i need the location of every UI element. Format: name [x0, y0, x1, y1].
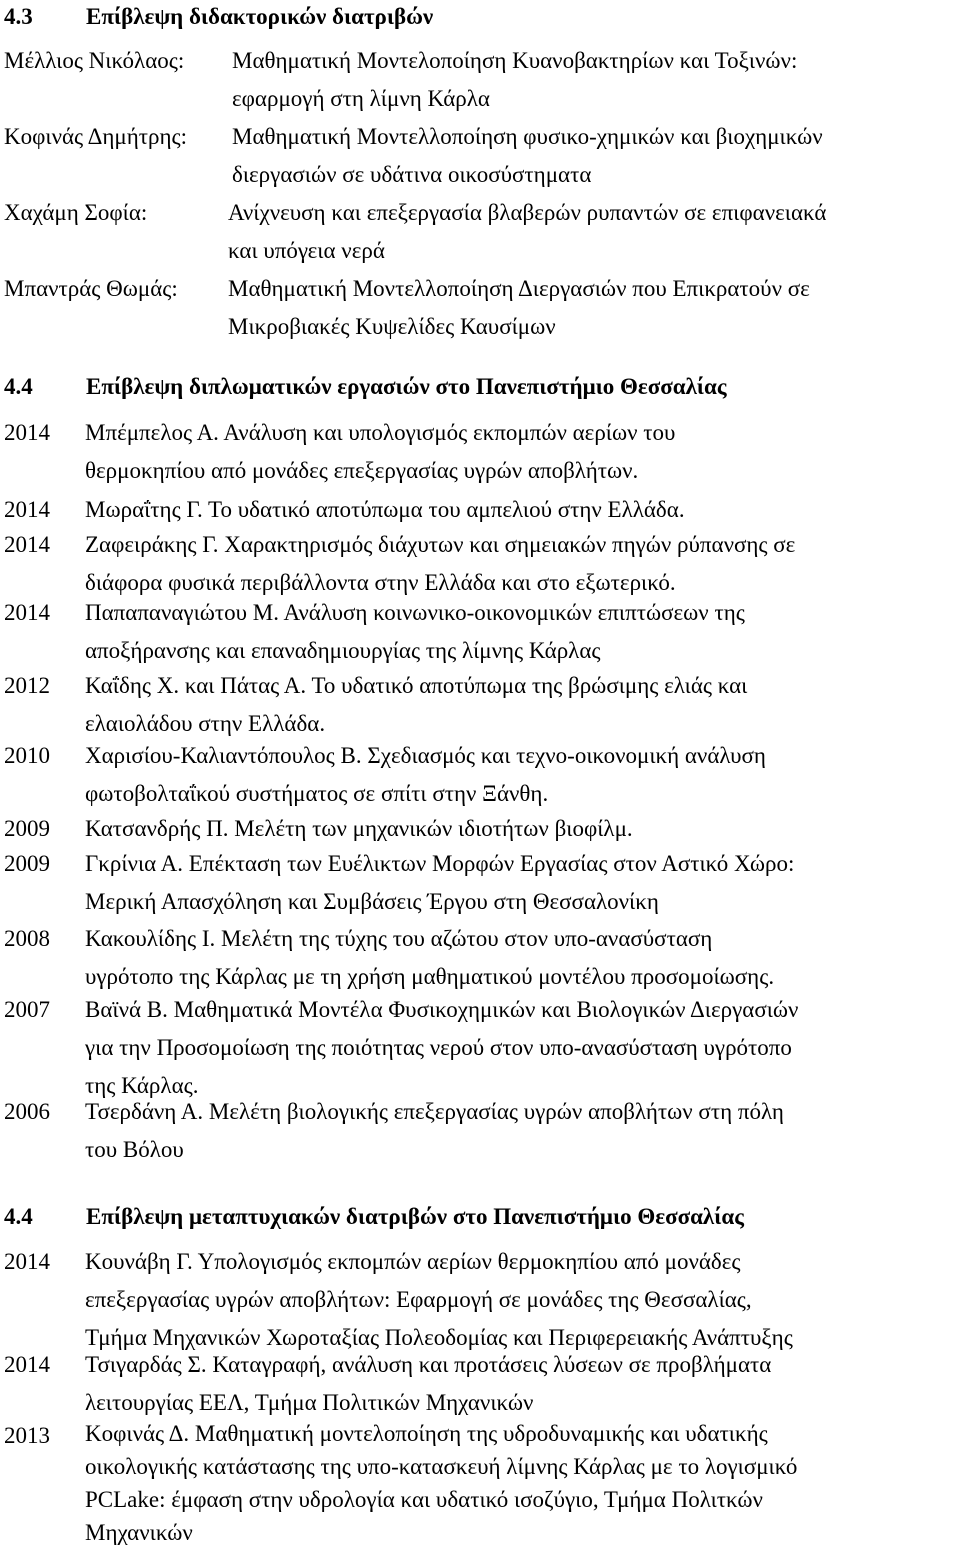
entry-text-line: PCLake: έμφαση στην υδρολογία και υδατικό ισοζύγιο, Τμήμα Πολιτκών — [85, 1487, 763, 1512]
entry-text-line: θερμοκηπίου από μονάδες επεξεργασίας υγρών αποβλήτων. — [85, 458, 639, 483]
thesis-title-line: Μαθηματική Μοντελλοποίηση φυσικο-χημικών και βιοχημικών — [232, 124, 823, 149]
section-number: 4.3 — [4, 4, 33, 29]
entry-text-line: του Βόλου — [85, 1137, 184, 1162]
thesis-title-line: εφαρμογή στη λίμνη Κάρλα — [232, 86, 490, 111]
phd-item — [4, 194, 960, 270]
section-heading-masters — [4, 1198, 744, 1236]
student-name: Κοφινάς Δημήτρης: — [4, 124, 188, 149]
entry-text-line: Ζαφειράκης Γ. Χαρακτηρισμός διάχυτων και σημειακών πηγών ρύπανσης σε — [85, 532, 796, 557]
entry-text-line: υγρότοπο της Κάρλας με τη χρήση μαθηματικού μοντέλου προσομοίωσης. — [85, 964, 775, 989]
entry-year: 2014 — [4, 1249, 50, 1274]
phd-item — [4, 42, 960, 118]
section-title: Επίβλεψη διδακτορικών διατριβών — [86, 4, 434, 29]
section-title: Επίβλεψη μεταπτυχιακών διατριβών στο Πανεπιστήμιο Θεσσαλίας — [86, 1204, 744, 1229]
entry-text-line: Μηχανικών — [85, 1520, 193, 1545]
entry-year: 2008 — [4, 926, 50, 951]
entry-year: 2009 — [4, 851, 50, 876]
entry-text-line: της Κάρλας. — [85, 1073, 199, 1098]
thesis-title-line: και υπόγεια νερά — [228, 238, 385, 263]
entry-year: 2006 — [4, 1099, 50, 1124]
entry-year: 2014 — [4, 497, 50, 522]
section-heading-phd — [4, 0, 433, 36]
entry-year: 2007 — [4, 997, 50, 1022]
entry-year: 2010 — [4, 743, 50, 768]
entry-text-line: Κοφινάς Δ. Μαθηματική μοντελοποίηση της υδροδυναμικής και υδατικής — [85, 1421, 768, 1446]
section-title: Επίβλεψη διπλωματικών εργασιών στο Πανεπιστήμιο Θεσσαλίας — [86, 374, 727, 399]
entry-text-line: επεξεργασίας υγρών αποβλήτων: Εφαρμογή σε μονάδες της Θεσσαλίας, — [85, 1287, 752, 1312]
entry-year: 2014 — [4, 1352, 50, 1377]
entry-text-line: Καΐδης Χ. και Πάτας Α. Το υδατικό αποτύπωμα της βρώσιμης ελιάς και — [85, 673, 748, 698]
section-number: 4.4 — [4, 1204, 33, 1229]
entry-text-line: για την Προσομοίωση της ποιότητας νερού στον υπο-ανασύσταση υγρότοπο — [85, 1035, 792, 1060]
entry-text-line: Βαϊνά Β. Μαθηματικά Μοντέλα Φυσικοχημικών και Βιολογικών Διεργασιών — [85, 997, 799, 1022]
section-number: 4.4 — [4, 374, 33, 399]
entry-text-line: αποξήρανσης και επαναδημιουργίας της λίμνης Κάρλας — [85, 638, 601, 663]
entry-text-line: Χαρισίου-Καλιαντόπουλος Β. Σχεδιασμός και τεχνο-οικονομική ανάλυση — [85, 743, 766, 768]
entry-text-line: Μερική Απασχόληση και Συμβάσεις Έργου στη Θεσσαλονίκη — [85, 889, 659, 914]
thesis-title-line: Ανίχνευση και επεξεργασία βλαβερών ρυπαντών σε επιφανειακά — [228, 200, 827, 225]
entry-text-line: Κακουλίδης Ι. Μελέτη της τύχης του αζώτου στον υπο-ανασύσταση — [85, 926, 713, 951]
entry-year: 2014 — [4, 420, 50, 445]
entry-text-line: Γκρίνια Α. Επέκταση των Ευέλικτων Μορφών Εργασίας στον Αστικό Χώρο: — [85, 851, 795, 876]
entry-text-line: Μπέμπελος Α. Ανάλυση και υπολογισμός εκπομπών αερίων του — [85, 420, 676, 445]
entry-text-line: Τσερδάνη Α. Μελέτη βιολογικής επεξεργασίας υγρών αποβλήτων στη πόλη — [85, 1099, 784, 1124]
entry-text-line: οικολογικής κατάστασης της υπο-κατασκευή λίμνης Κάρλας με το λογισμικό — [85, 1454, 798, 1479]
entry-year: 2014 — [4, 532, 50, 557]
entry-year: 2012 — [4, 673, 50, 698]
section-heading-diploma — [4, 368, 727, 406]
entry-year: 2014 — [4, 600, 50, 625]
entry-text-line: διάφορα φυσικά περιβάλλοντα στην Ελλάδα και στο εξωτερικό. — [85, 570, 676, 595]
phd-item — [4, 270, 960, 346]
entry-text-line: λειτουργίας ΕΕΛ, Τμήμα Πολιτικών Μηχανικών — [85, 1390, 534, 1415]
student-name: Χαχάμη Σοφία: — [4, 200, 148, 225]
entry-text-line: Παπαπαναγιώτου Μ. Ανάλυση κοινωνικο-οικονομικών επιπτώσεων της — [85, 600, 745, 625]
entry-text-line: ελαιολάδου στην Ελλάδα. — [85, 711, 326, 736]
student-name: Μπαντράς Θωμάς: — [4, 276, 178, 301]
entry-text-line: φωτοβολταΐκού συστήματος σε σπίτι στην Ξάνθη. — [85, 781, 549, 806]
thesis-title-line: Μαθηματική Μοντελοποίηση Κυανοβακτηρίων και Τοξινών: — [232, 48, 798, 73]
phd-item — [4, 118, 960, 194]
entry-text-line: Μωραΐτης Γ. Το υδατικό αποτύπωμα του αμπελιού στην Ελλάδα. — [85, 497, 685, 522]
thesis-title-line: Μαθηματική Μοντελλοποίηση Διεργασιών που Επικρατούν σε — [228, 276, 810, 301]
thesis-title-line: διεργασιών σε υδάτινα οικοσύστηματα — [232, 162, 592, 187]
entry-text-line: Κουνάβη Γ. Υπολογισμός εκπομπών αερίων θερμοκηπίου από μονάδες — [85, 1249, 741, 1274]
thesis-title-line: Μικροβιακές Κυψελίδες Καυσίμων — [228, 314, 556, 339]
entry-year: 2013 — [4, 1423, 50, 1448]
entry-year: 2009 — [4, 816, 50, 841]
entry-text-line: Τσιγαρδάς Σ. Καταγραφή, ανάλυση και προτάσεις λύσεων σε προβλήματα — [85, 1352, 772, 1377]
entry-text-line: Κατσανδρής Π. Μελέτη των μηχανικών ιδιοτήτων βιοφίλμ. — [85, 816, 633, 841]
entry-text-line: Τμήμα Μηχανικών Χωροταξίας Πολεοδομίας και Περιφερειακής Ανάπτυξης — [85, 1325, 793, 1350]
student-name: Μέλλιος Νικόλαος: — [4, 48, 185, 73]
